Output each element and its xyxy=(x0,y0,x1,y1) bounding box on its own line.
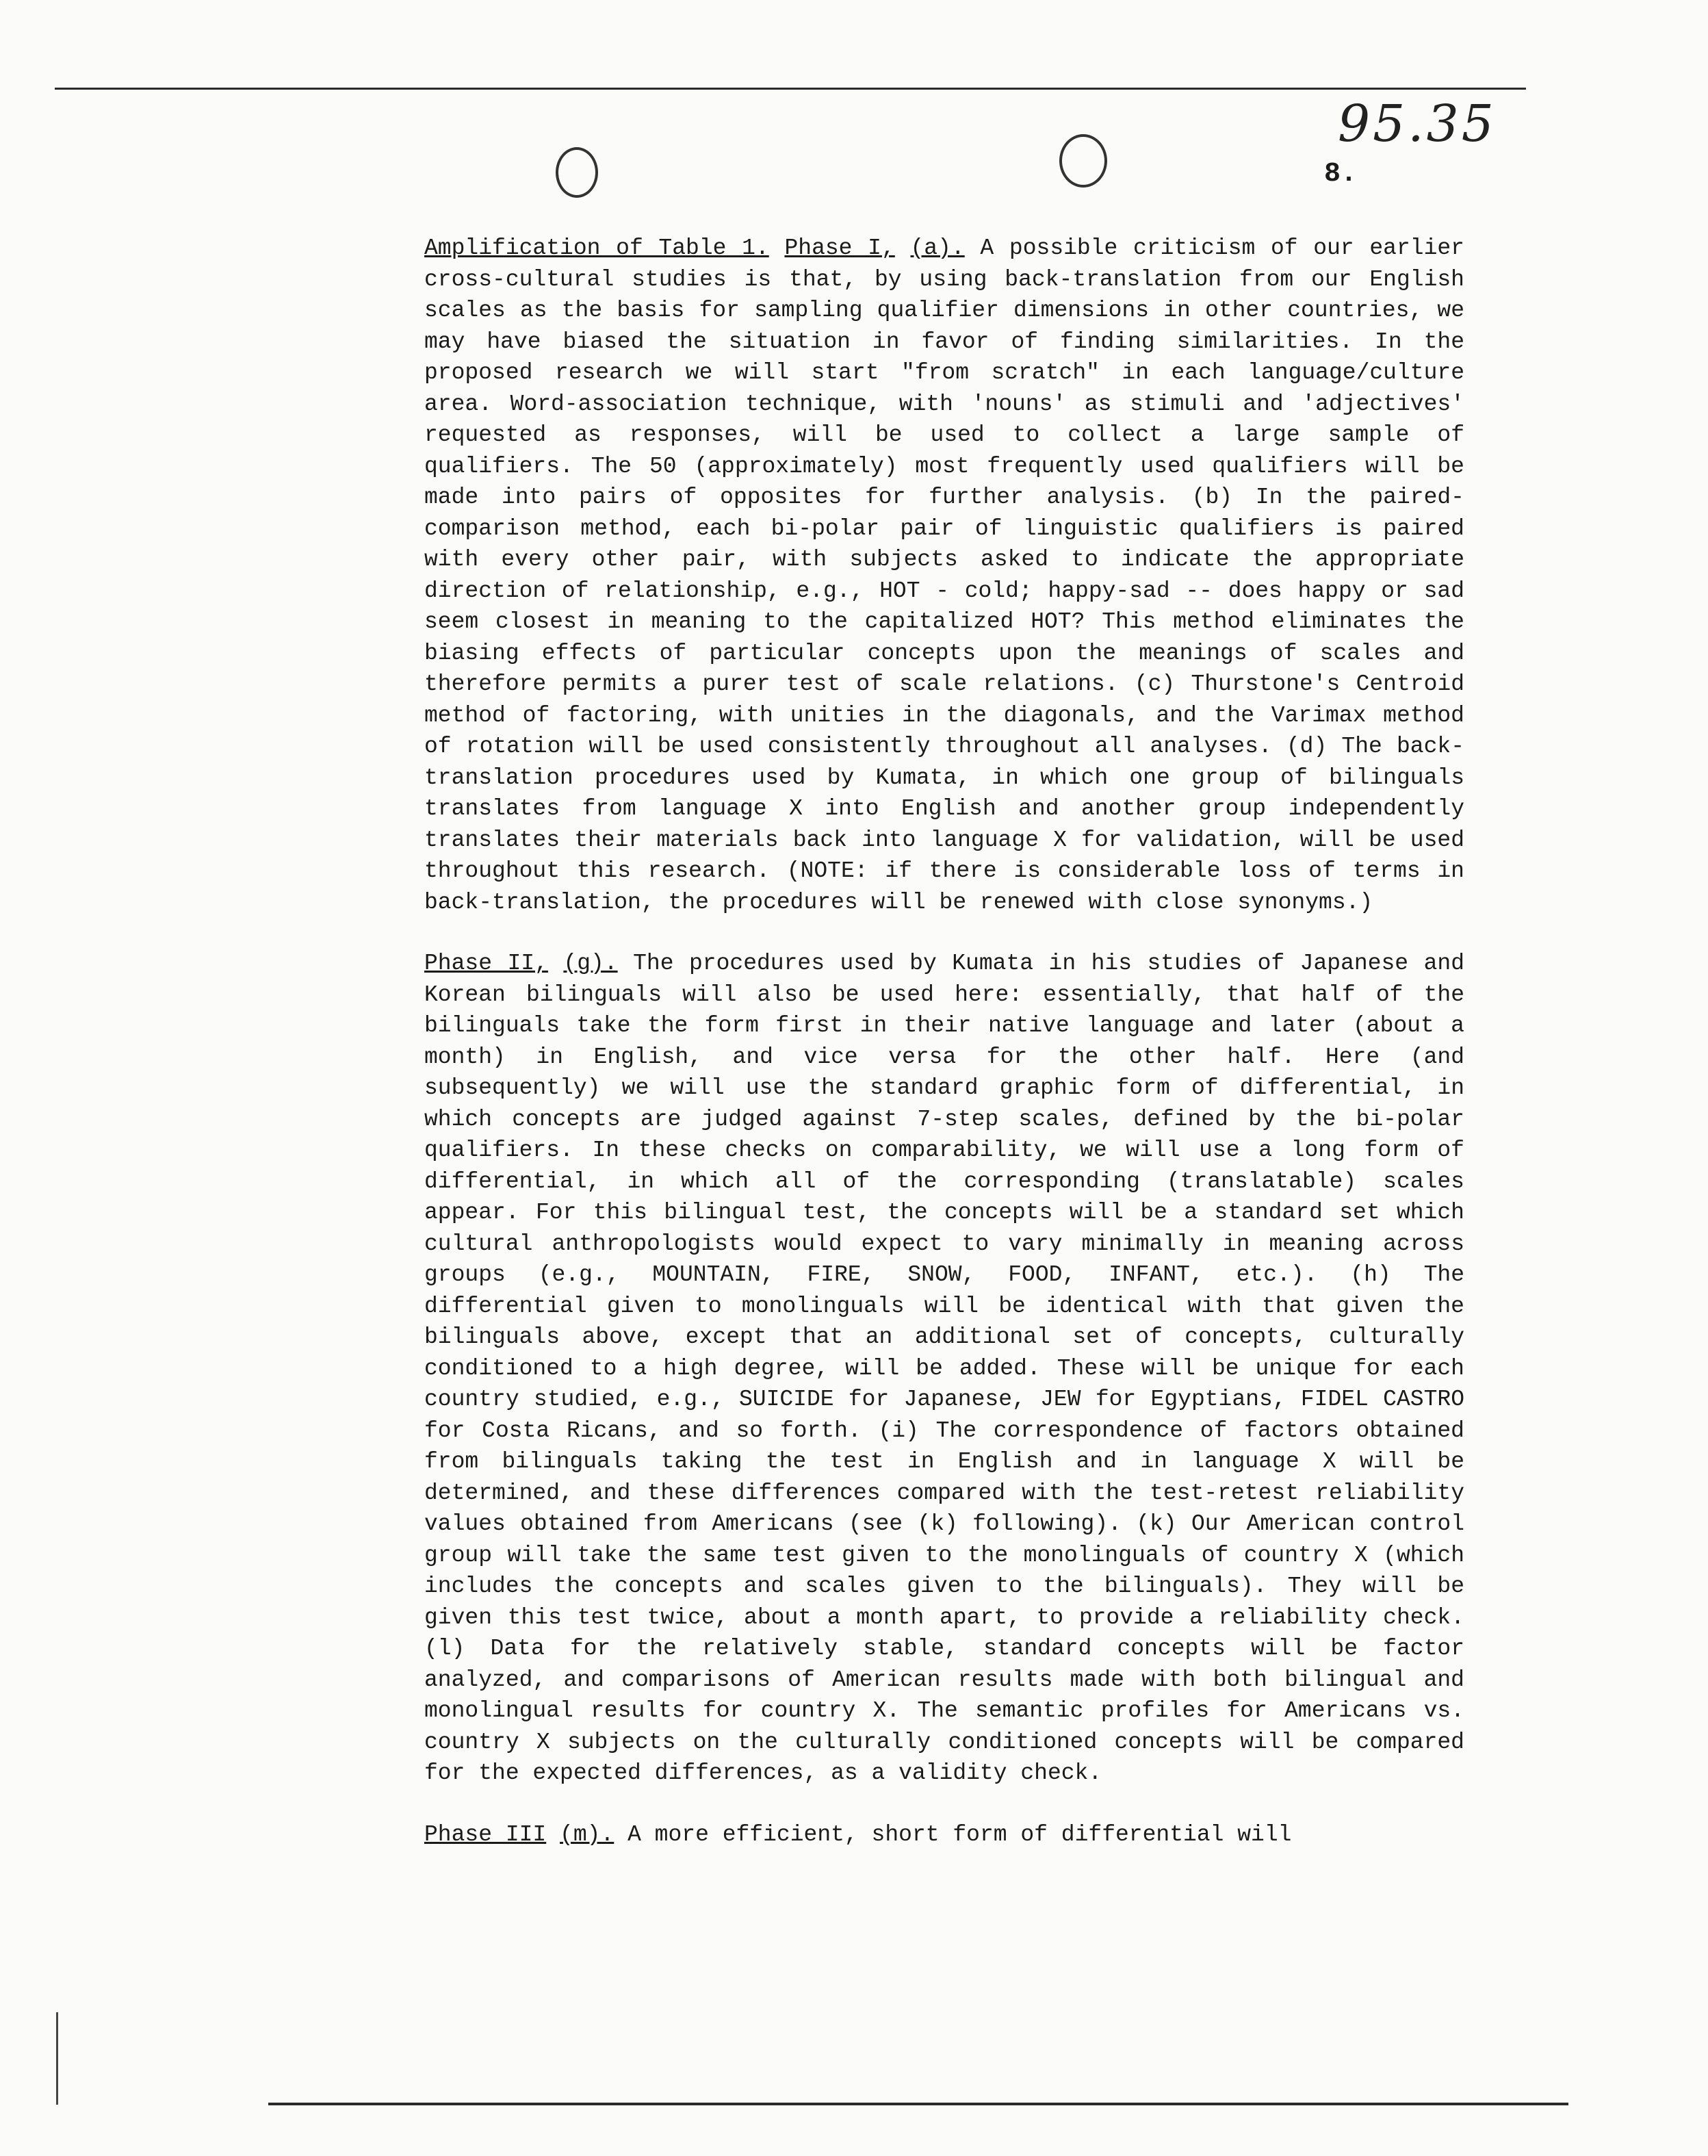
page-number: 8. xyxy=(1324,159,1358,190)
paragraph-text: The procedures used by Kumata in his studies of Japanese and Korean bilinguals will also be used here: essentially, that half of the bilinguals take the form first in their native language and later (about a month) in English, and vice versa for the other half. Here (and subsequently) we will use the standard graphic form of differential, in which concepts are judged against 7-step scales, defined by the bi-polar qualifiers. In these checks on comparability, we will use a long form of differential, in which all of the corresponding (translatable) scales appear. For this bilingual test, the concepts will be a standard set which cultural anthropologists would expect to vary minimally in meaning across groups (e.g., MOUNTAIN, FIRE, SNOW, FOOD, INFANT, etc.). (h) The differential given to monolinguals will be identical with that given the bilinguals above, except that an additional set of concepts, culturally conditioned to a high degree, will be added. These will be unique for each country studied, e.g., SUICIDE for Japanese, JEW for Egyptians, FIDEL CASTRO for Costa Ricans, and so forth. (i) The correspondence of factors obtained from bilinguals taking the test in English and in language X will be determined, and these differences compared with the test-retest reliability values obtained from Americans (see (k) following). (k) Our American control group will take the same test given to the monolinguals of country X (which includes the concepts and scales given to the bilinguals). They will be given this test twice, about a month apart, to provide a reliability check. (l) Data for the relatively stable, standard concepts will be factor analyzed, and comparisons of American results made with both bilingual and monolingual results for country X. The semantic profiles for Americans vs. country X subjects on the culturally conditioned concepts will be compared for the expected differences, as a validity check. xyxy=(424,951,1464,1786)
left-edge-mark xyxy=(56,2012,58,2105)
paragraph-text: A more efficient, short form of differential will xyxy=(627,1821,1292,1847)
punch-hole-right-icon xyxy=(1059,134,1107,188)
item-marker: (g). xyxy=(563,951,618,976)
item-marker: (m). xyxy=(560,1821,614,1847)
paragraph-phase-3 xyxy=(287,1819,1464,1851)
top-rule xyxy=(55,88,1526,90)
phase-label: Phase II, xyxy=(424,951,548,976)
paragraph-phase-2 xyxy=(287,948,1464,1789)
phase-label: Phase I, xyxy=(784,235,895,261)
paragraph-text: A possible criticism of our earlier cross-cultural studies is that, by using back-translation from our English scales as the basis for sampling qualifier dimensions in other countries, we may have biased the situation in favor of finding similarities. In the proposed research we will start "from scratch" in each language/culture area. Word-association technique, with 'nouns' as stimuli and 'adjectives' requested as responses, will be used to collect a large sample of qualifiers. The 50 (approximately) most frequently used qualifiers will be made into pairs of opposites for further analysis. (b) In the paired-comparison method, each bi-polar pair of linguistic qualifiers is paired with every other pair, with subjects asked to indicate the appropriate direction of relationship, e.g., HOT - cold; happy-sad -- does happy or sad seem closest in meaning to the capitalized HOT? This method eliminates the biasing effects of particular concepts upon the meanings of scales and therefore permits a purer test of scale relations. (c) Thurstone's Centroid method of factoring, with unities in the diagonals, and the Varimax method of rotation will be used consistently throughout all analyses. (d) The back-translation procedures used by Kumata, in which one group of bilinguals translates from language X into English and another group independently translates their materials back into language X for validation, will be used throughout this research. (NOTE: if there is considerable loss of terms in back-translation, the procedures will be renewed with close synonyms.) xyxy=(424,235,1464,915)
punch-hole-left-icon xyxy=(556,147,598,198)
phase-label: Phase III xyxy=(424,1821,547,1847)
handwritten-reference: 95.35 xyxy=(1338,94,1497,153)
section-label: Amplification of Table 1. xyxy=(424,235,769,261)
document-body xyxy=(287,233,1464,1850)
item-marker: (a). xyxy=(910,235,965,261)
bottom-rule xyxy=(268,2103,1568,2105)
paragraph-phase-1 xyxy=(287,233,1464,918)
